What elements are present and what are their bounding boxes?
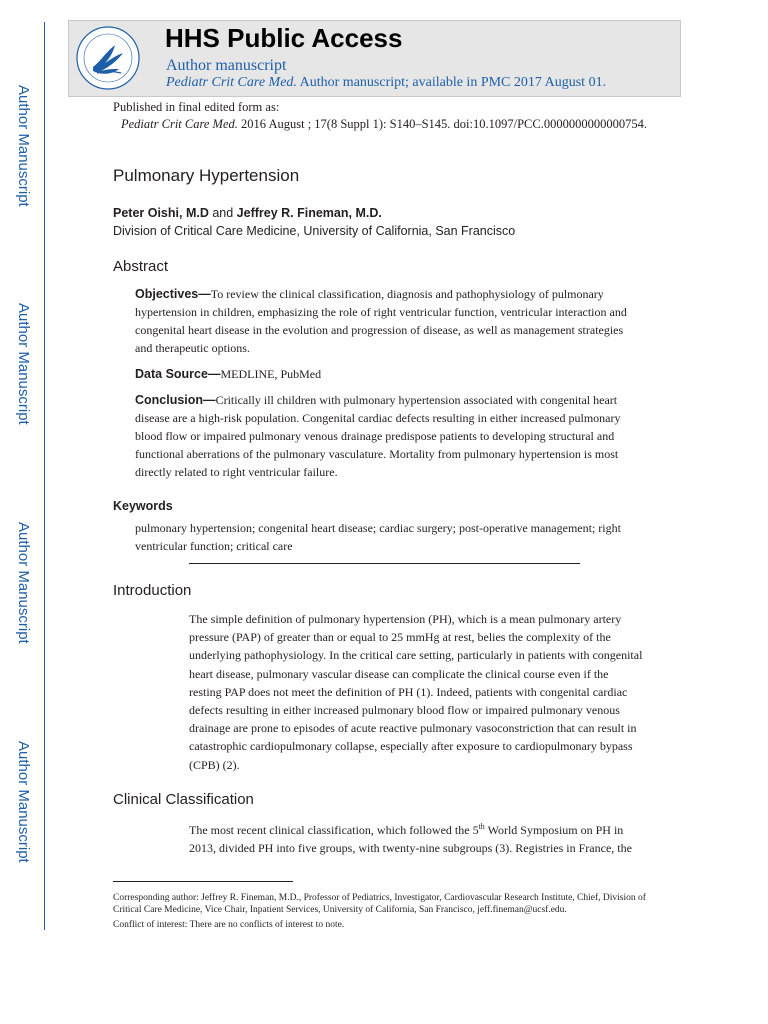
classification-heading: Clinical Classification [113, 791, 254, 808]
objectives-label: Objectives— [135, 287, 211, 301]
journal-name: Pediatr Crit Care Med. [166, 75, 297, 90]
availability-text: Author manuscript; available in PMC 2017 August 01. [296, 75, 607, 90]
abstract-conclusion [135, 391, 630, 481]
classification-paragraph [189, 818, 644, 857]
citation-journal: Pediatr Crit Care Med. [121, 117, 238, 131]
article-title: Pulmonary Hypertension [113, 166, 300, 185]
abstract-heading: Abstract [113, 258, 169, 275]
author-affiliation: Division of Critical Care Medicine, University of California, San Francisco [113, 224, 516, 238]
ordinal-superscript: th [478, 822, 485, 831]
author-conjunction: and [208, 206, 237, 220]
author-list [113, 206, 382, 220]
footnote-divider [113, 881, 293, 882]
keywords-heading: Keywords [113, 499, 173, 513]
conflict-of-interest-footnote: Conflict of interest: There are no conflicts of interest to note. [113, 920, 345, 930]
abstract-divider [189, 563, 580, 564]
author-name: Jeffrey R. Fineman, M.D. [236, 206, 382, 220]
introduction-paragraph: The simple definition of pulmonary hypertension (PH), which is a mean pulmonary artery pressure (PAP) of greater than or equal to 25 mmHg at rest, belies the complexity of the underlying pathophysiology. In the critical care setting, particularly in patients with congenital heart disease, pulmonary vascular disease can complicate the clinical course even if the resting PAP does not meet the definition of PH (1). Indeed, patients with congenital cardiac defects resulting in either increased pulmonary blood flow or impaired pulmonary venous drainage are prone to episodes of acute reactive pulmonary vasoconstriction that can result in catastrophic cardiopulmonary collapse, especially after exposure to cardiopulmonary bypass (CPB) (2). [189, 612, 643, 772]
classification-text-start: The most recent clinical classification, which followed the 5 [189, 823, 479, 837]
classification-text-end: World Symposium on PH in 2013, divided PH into five groups, with twenty-nine subgroups (3). Registries in France, the [189, 823, 632, 856]
data-source-text: MEDLINE, PubMed [220, 367, 322, 381]
data-source-label: Data Source— [135, 367, 221, 381]
conclusion-label: Conclusion— [135, 393, 216, 407]
publication-citation [121, 117, 647, 132]
abstract-data-source [135, 365, 635, 383]
side-margin: Author Manuscript Author Manuscript Author Manuscript Author Manuscript [0, 0, 46, 930]
keywords-text: pulmonary hypertension; congenital heart disease; cardiac surgery; post-operative management; right ventricular function; critical care [135, 521, 621, 553]
hhs-public-access-title: HHS Public Access [165, 23, 403, 53]
author-name: Peter Oishi, M.D [113, 206, 209, 220]
introduction-heading: Introduction [113, 582, 192, 599]
side-divider-line [44, 22, 45, 930]
objectives-text: To review the clinical classification, diagnosis and pathophysiology of pulmonary hypertension in children, emphasizing the role of right ventricular function, ventricular interaction and congenital heart disease in the evolution and progression of disease, as well as management strategies and therapeutic options. [135, 287, 627, 355]
manuscript-availability [166, 75, 606, 91]
hhs-eagle-seal-icon [75, 25, 141, 91]
conclusion-text: Critically ill children with pulmonary hypertension associated with congenital heart disease are a high-risk population. Congenital cardiac defects resulting in either increased pulmonary blood flow or impaired pulmonary venous drainage predispose patients to developing structural and functional aberrations of the pulmonary vasculature. Mortality from pulmonary hypertension is most directly related to right ventricular failure. [135, 393, 621, 479]
published-label: Published in final edited form as: [113, 100, 280, 114]
author-manuscript-label: Author manuscript [166, 57, 287, 74]
corresponding-author-footnote: Corresponding author: Jeffrey R. Fineman, M.D., Professor of Pediatrics, Investigator, Cardiovascular Research Institute, Chief, Division of Critical Care Medicine, Vice Chair, Inpatient Services, University of California, San Francisco, jeff.fineman@ucsf.edu. [113, 893, 646, 915]
citation-details: 2016 August ; 17(8 Suppl 1): S140–S145. doi:10.1097/PCC.0000000000000754. [237, 117, 647, 131]
abstract-objectives [135, 285, 635, 357]
